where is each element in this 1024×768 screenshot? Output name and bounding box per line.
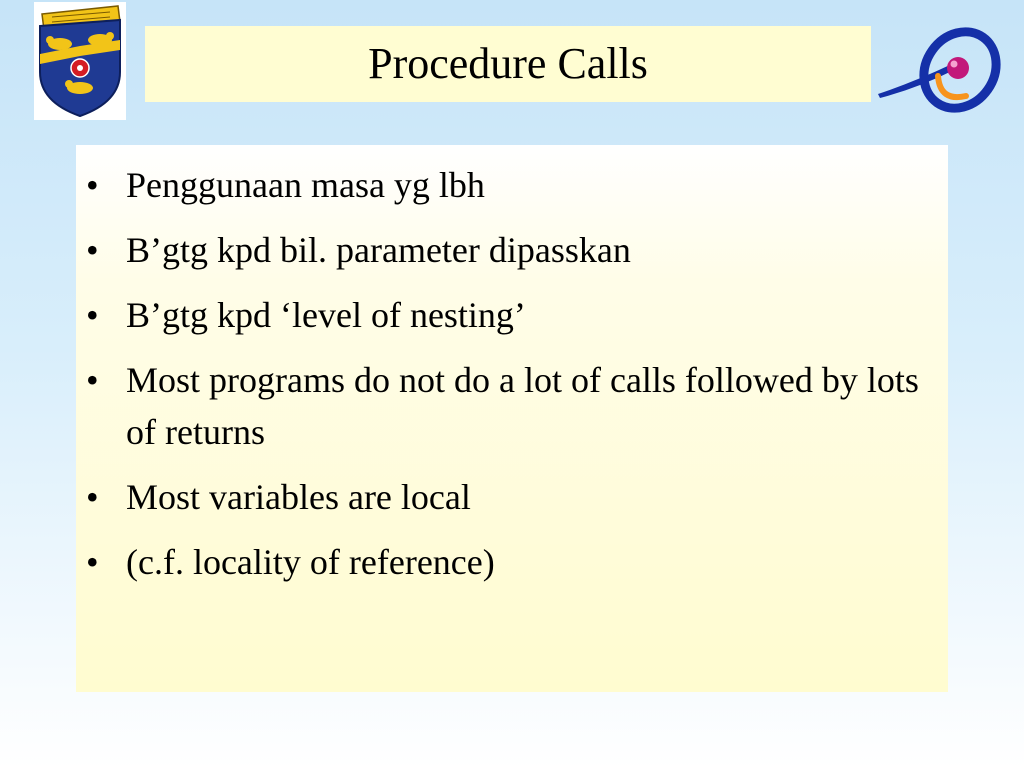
bullet-text: Most variables are local [126, 477, 471, 517]
title-box [145, 26, 871, 102]
orbit-logo-icon [874, 24, 1004, 122]
bullet-text: (c.f. locality of reference) [126, 542, 495, 582]
university-crest-icon [34, 2, 126, 120]
bullet-item [76, 224, 948, 276]
page-title: Procedure Calls [368, 39, 648, 88]
content-box [76, 145, 948, 692]
bullet-text: Most programs do not do a lot of calls followed by lots of returns [126, 360, 919, 452]
bullet-item [76, 289, 948, 341]
bullet-marker: • [86, 477, 99, 517]
bullet-item [76, 471, 948, 523]
bullet-text: B’gtg kpd bil. parameter dipasskan [126, 230, 631, 270]
bullet-marker: • [86, 360, 99, 400]
bullet-text: B’gtg kpd ‘level of nesting’ [126, 295, 526, 335]
bullet-marker: • [86, 542, 99, 582]
bullet-item [76, 159, 948, 211]
bullet-item [76, 536, 948, 588]
bullet-marker: • [86, 165, 99, 205]
bullet-text: Penggunaan masa yg lbh [126, 165, 485, 205]
bullet-item [76, 354, 948, 458]
bullet-marker: • [86, 295, 99, 335]
bullet-marker: • [86, 230, 99, 270]
bullet-list [76, 145, 948, 588]
